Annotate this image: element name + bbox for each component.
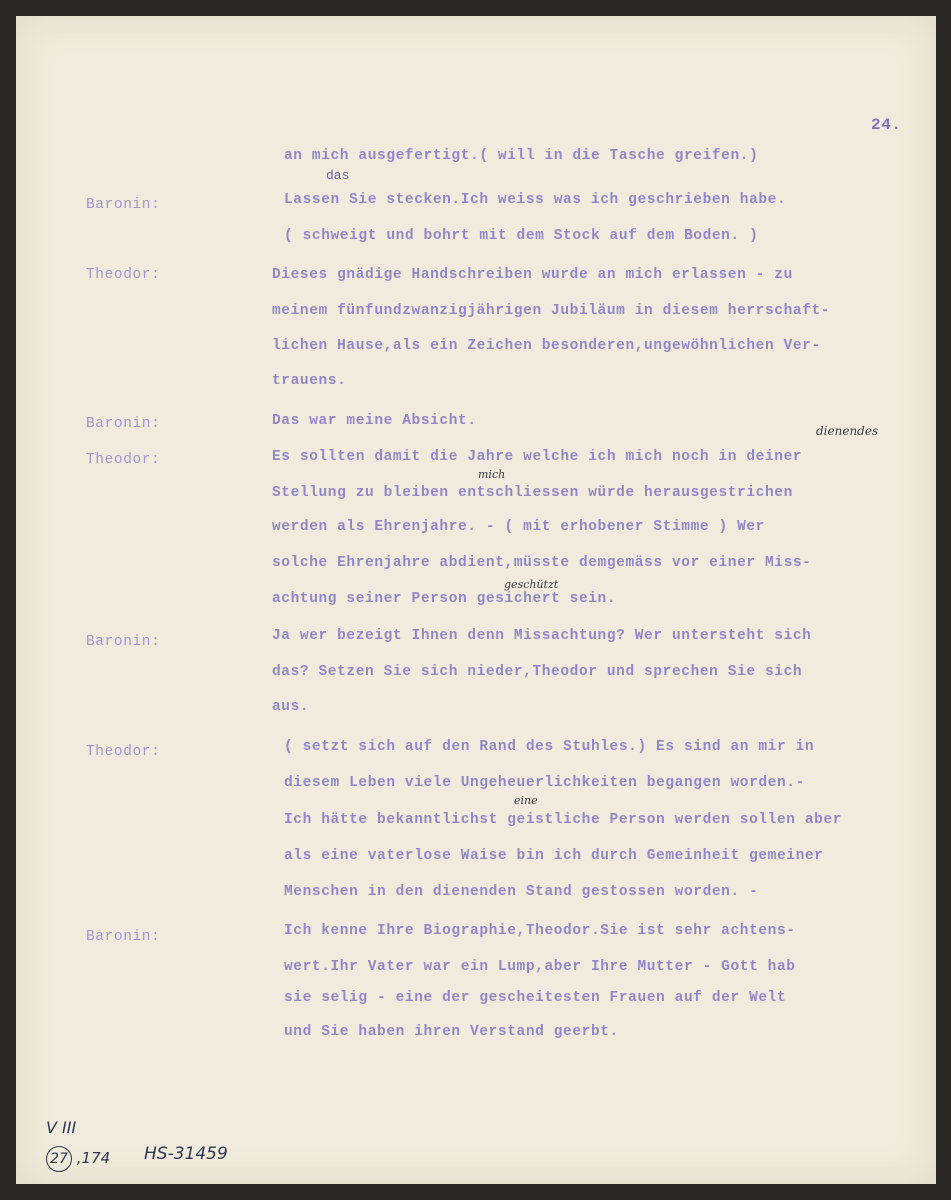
text-line: das? Setzen Sie sich nieder,Theodor und sprechen Sie sich: [272, 664, 803, 680]
text-line: Das war meine Absicht.: [272, 413, 477, 429]
speaker-label: Theodor:: [86, 452, 161, 468]
text-line: lichen Hause,als ein Zeichen besonderen,ungewöhnlichen Ver-: [272, 338, 821, 354]
text-line: Stellung zu bleiben entschliessen würde herausgestrichen: [272, 485, 793, 501]
text-line: Menschen in den dienenden Stand gestossen worden. -: [284, 884, 759, 900]
archive-circled-number: 27: [46, 1146, 72, 1172]
text-line: aus.: [272, 699, 310, 715]
text-line: Dieses gnädige Handschreiben wurde an mich erlassen - zu: [272, 267, 793, 283]
text-line: Ich hätte bekanntlichst geistliche Person werden sollen aber: [284, 812, 843, 828]
text-line: Es sollten damit die Jahre welche ich mich noch in deiner: [272, 449, 803, 465]
speaker-label: Baronin:: [86, 416, 161, 432]
text-line: meinem fünfundzwanzigjährigen Jubiläum in diesem herrschaft-: [272, 303, 831, 319]
text-line: achtung seiner Person gesichert sein.: [272, 591, 617, 607]
document-page: [16, 16, 936, 1184]
insertion-das: das: [326, 168, 350, 183]
text-line: solche Ehrenjahre abdient,müsste demgemäss vor einer Miss-: [272, 555, 812, 571]
insertion-dienendes: dienendes: [816, 424, 879, 438]
page-number: 24.: [871, 116, 902, 134]
text-line: Ja wer bezeigt Ihnen denn Missachtung? Wer untersteht sich: [272, 628, 812, 644]
text-line: Ich kenne Ihre Biographie,Theodor.Sie ist sehr achtens-: [284, 923, 796, 939]
text-line: wert.Ihr Vater war ein Lump,aber Ihre Mutter - Gott hab: [284, 959, 796, 975]
text-line: ( schweigt und bohrt mit dem Stock auf dem Boden. ): [284, 228, 759, 244]
text-line: [284, 148, 758, 164]
text-line: sie selig - eine der gescheitesten Frauen auf der Welt: [284, 990, 787, 1006]
archive-folio: ,174: [76, 1149, 111, 1167]
archive-shelfmark: HS-31459: [144, 1144, 228, 1164]
archive-volume: V III: [46, 1118, 77, 1137]
text-line: als eine vaterlose Waise bin ich durch Gemeinheit gemeiner: [284, 848, 824, 864]
speaker-label: Theodor:: [86, 267, 161, 283]
speaker-label: Baronin:: [86, 197, 161, 213]
speaker-label: Baronin:: [86, 634, 161, 650]
archive-signature: [46, 1118, 76, 1137]
text-line: und Sie haben ihren Verstand geerbt.: [284, 1024, 619, 1040]
line-text: an mich ausgefertigt.( will in die Tasche greifen.): [284, 148, 759, 164]
archive-folio-block: [46, 1146, 110, 1172]
text-line: ( setzt sich auf den Rand des Stuhles.) Es sind an mir in: [284, 739, 815, 755]
text-line: trauens.: [272, 373, 347, 389]
text-line: diesem Leben viele Ungeheuerlichkeiten begangen worden.-: [284, 775, 805, 791]
insertion-eine: eine: [514, 794, 538, 807]
text-line: Lassen Sie stecken.Ich weiss was ich geschrieben habe.: [284, 192, 787, 208]
speaker-label: Theodor:: [86, 744, 161, 760]
text-line: werden als Ehrenjahre. - ( mit erhobener Stimme ) Wer: [272, 519, 765, 535]
insertion-geschuetzt: geschützt: [504, 578, 559, 591]
insertion-mich: mich: [478, 468, 506, 481]
speaker-label: Baronin:: [86, 929, 161, 945]
